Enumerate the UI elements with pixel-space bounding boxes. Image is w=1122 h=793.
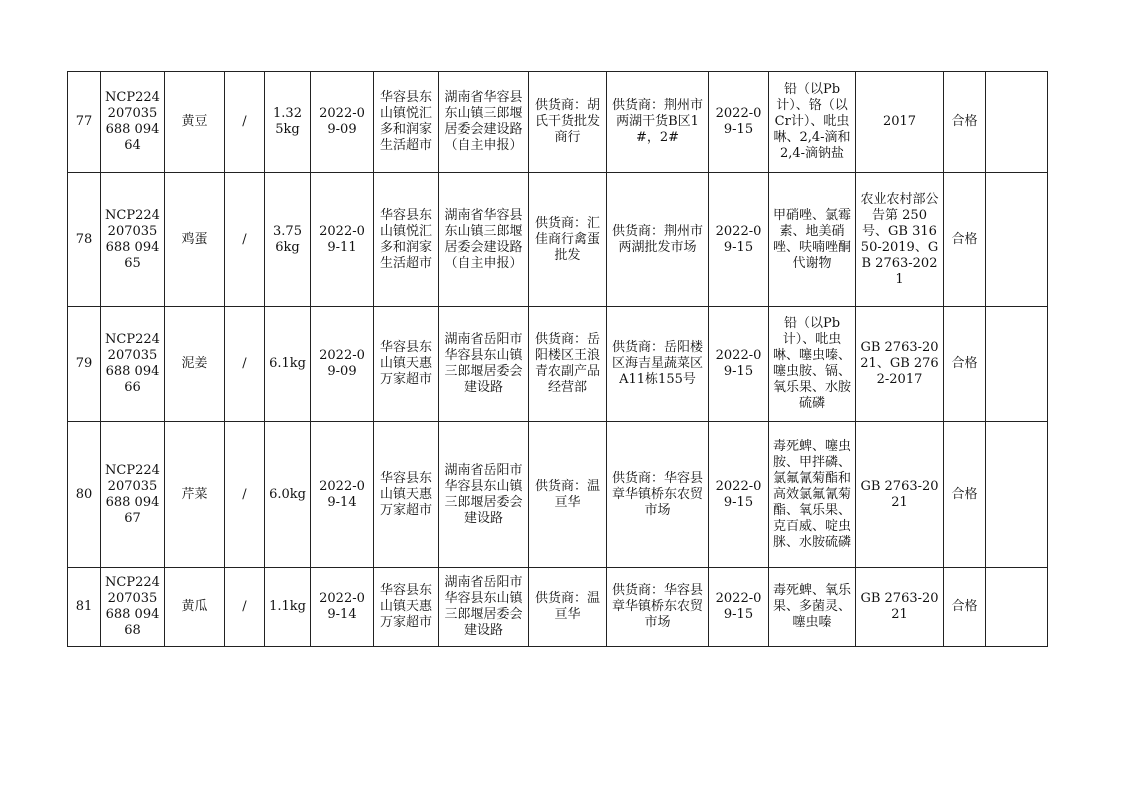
sample-name: 黄豆 <box>165 72 225 173</box>
sampling-date: 2022-09-14 <box>311 422 374 568</box>
sample-number: NCP224207035688 09464 <box>101 72 165 173</box>
sample-spec: / <box>225 307 265 422</box>
test-result: 合格 <box>944 307 986 422</box>
sampled-unit: 华容县东山镇天惠万家超市 <box>374 307 439 422</box>
sample-quantity: 1.325kg <box>265 72 311 173</box>
test-standard: GB 2763-2021 <box>856 568 944 647</box>
table-row <box>68 173 1048 307</box>
row-note <box>986 568 1048 647</box>
supplier: 供货商：胡氏干货批发商行 <box>529 72 607 173</box>
test-date: 2022-09-15 <box>709 173 769 307</box>
test-items: 铅（以Pb计）、铬（以Cr计）、吡虫啉、2,4-滴和2,4-滴钠盐 <box>769 72 856 173</box>
sampled-unit: 华容县东山镇悦汇多和润家生活超市 <box>374 72 439 173</box>
test-date: 2022-09-15 <box>709 568 769 647</box>
test-date: 2022-09-15 <box>709 307 769 422</box>
test-result: 合格 <box>944 72 986 173</box>
sample-name: 鸡蛋 <box>165 173 225 307</box>
table-row <box>68 422 1048 568</box>
sample-quantity: 6.0kg <box>265 422 311 568</box>
supplier: 供货商：温亘华 <box>529 568 607 647</box>
test-date: 2022-09-15 <box>709 422 769 568</box>
supplier-address: 供货商：岳阳楼区海吉星蔬菜区A11栋155号 <box>607 307 709 422</box>
test-standard: 2017 <box>856 72 944 173</box>
supplier-address: 供货商：华容县章华镇桥东农贸市场 <box>607 422 709 568</box>
sample-quantity: 6.1kg <box>265 307 311 422</box>
sample-spec: / <box>225 173 265 307</box>
row-note <box>986 173 1048 307</box>
sample-number: NCP224207035688 09466 <box>101 307 165 422</box>
test-result: 合格 <box>944 422 986 568</box>
sampled-address: 湖南省华容县东山镇三郎堰居委会建设路（自主申报） <box>439 173 529 307</box>
test-standard: 农业农村部公告第 250 号、GB 31650-2019、GB 2763-2021 <box>856 173 944 307</box>
sample-spec: / <box>225 568 265 647</box>
sample-quantity: 1.1kg <box>265 568 311 647</box>
row-seq: 81 <box>68 568 101 647</box>
sample-number: NCP224207035688 09468 <box>101 568 165 647</box>
supplier-address: 供货商：荆州市两湖干货B区1#，2# <box>607 72 709 173</box>
sampled-unit: 华容县东山镇天惠万家超市 <box>374 568 439 647</box>
table-row <box>68 307 1048 422</box>
test-items: 毒死蜱、噻虫胺、甲拌磷、氯氟氰菊酯和高效氯氟氰菊酯、氧乐果、克百威、啶虫脒、水胺硫磷 <box>769 422 856 568</box>
test-standard: GB 2763-2021 <box>856 422 944 568</box>
sampling-date: 2022-09-09 <box>311 72 374 173</box>
sample-name: 泥姜 <box>165 307 225 422</box>
table-row <box>68 568 1048 647</box>
row-seq: 80 <box>68 422 101 568</box>
sample-spec: / <box>225 422 265 568</box>
row-seq: 78 <box>68 173 101 307</box>
row-seq: 79 <box>68 307 101 422</box>
row-note <box>986 72 1048 173</box>
supplier: 供货商：岳阳楼区王浪青农副产品经营部 <box>529 307 607 422</box>
sample-number: NCP224207035688 09465 <box>101 173 165 307</box>
test-standard: GB 2763-2021、GB 2762-2017 <box>856 307 944 422</box>
sampled-unit: 华容县东山镇天惠万家超市 <box>374 422 439 568</box>
sampling-date: 2022-09-11 <box>311 173 374 307</box>
sampled-address: 湖南省岳阳市华容县东山镇三郎堰居委会建设路 <box>439 422 529 568</box>
supplier-address: 供货商：荆州市两湖批发市场 <box>607 173 709 307</box>
sampled-address: 湖南省华容县东山镇三郎堰居委会建设路（自主申报） <box>439 72 529 173</box>
test-date: 2022-09-15 <box>709 72 769 173</box>
test-items: 铅（以Pb计）、吡虫啉、噻虫嗪、噻虫胺、镉、氧乐果、水胺硫磷 <box>769 307 856 422</box>
row-note <box>986 422 1048 568</box>
sampling-date: 2022-09-14 <box>311 568 374 647</box>
test-result: 合格 <box>944 568 986 647</box>
sample-name: 黄瓜 <box>165 568 225 647</box>
row-note <box>986 307 1048 422</box>
sampled-unit: 华容县东山镇悦汇多和润家生活超市 <box>374 173 439 307</box>
sampled-address: 湖南省岳阳市华容县东山镇三郎堰居委会建设路 <box>439 568 529 647</box>
sampled-address: 湖南省岳阳市华容县东山镇三郎堰居委会建设路 <box>439 307 529 422</box>
supplier: 供货商：汇佳商行禽蛋批发 <box>529 173 607 307</box>
sampling-date: 2022-09-09 <box>311 307 374 422</box>
row-seq: 77 <box>68 72 101 173</box>
sample-spec: / <box>225 72 265 173</box>
sample-name: 芹菜 <box>165 422 225 568</box>
test-items: 毒死蜱、氧乐果、多菌灵、噻虫嗪 <box>769 568 856 647</box>
supplier: 供货商：温亘华 <box>529 422 607 568</box>
sample-quantity: 3.756kg <box>265 173 311 307</box>
inspection-results-table <box>67 71 1048 647</box>
table-row <box>68 72 1048 173</box>
sample-number: NCP224207035688 09467 <box>101 422 165 568</box>
supplier-address: 供货商：华容县章华镇桥东农贸市场 <box>607 568 709 647</box>
test-items: 甲硝唑、氯霉素、地美硝唑、呋喃唑酮代谢物 <box>769 173 856 307</box>
test-result: 合格 <box>944 173 986 307</box>
